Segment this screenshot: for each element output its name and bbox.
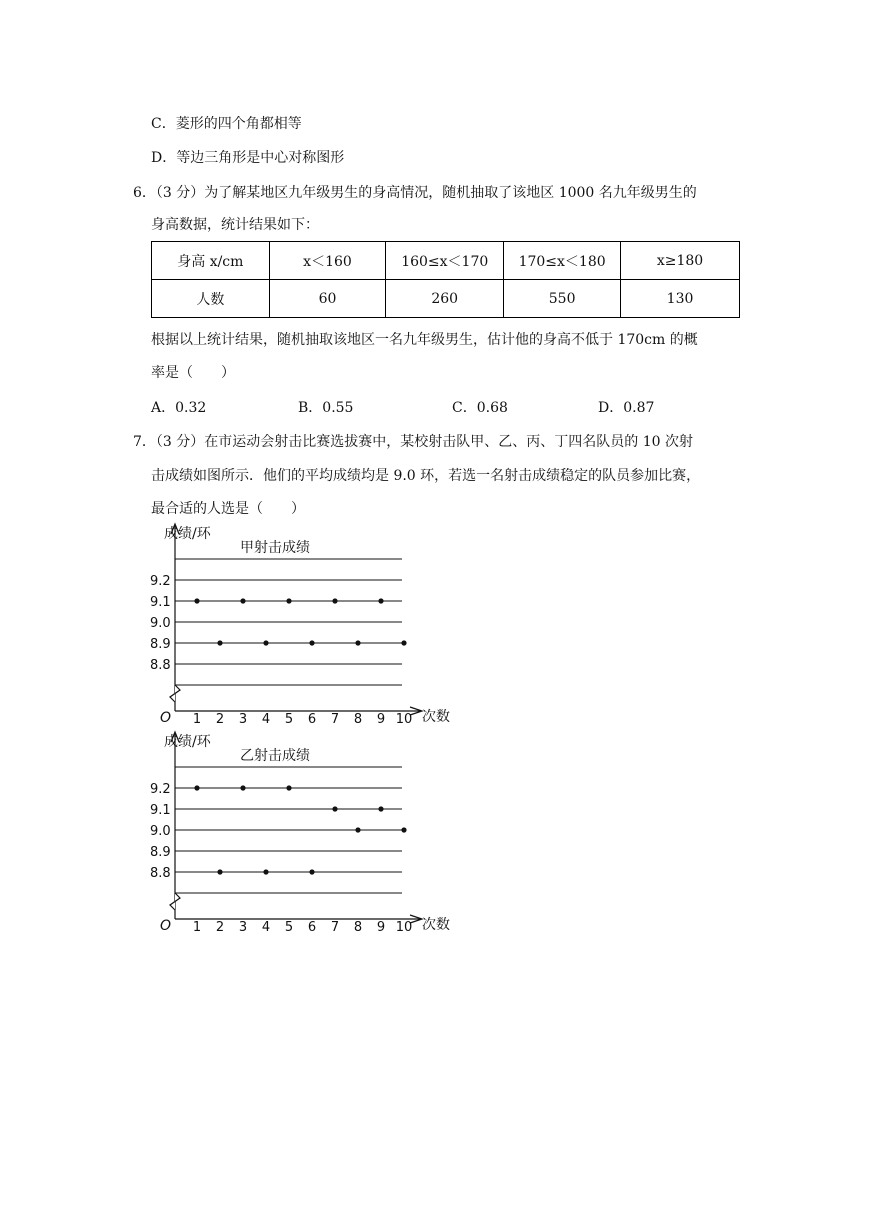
x-tick-label: 3 xyxy=(238,920,248,935)
q5-option-c: C．菱形的四个角都相等 xyxy=(151,116,302,132)
q6-option-c: C．0.68 xyxy=(452,400,508,416)
x-axis-label: 次数 xyxy=(422,709,450,725)
q6-question-line2: 率是（ ） xyxy=(151,365,235,381)
x-tick-label: 10 xyxy=(395,920,413,935)
chart-title: 甲射击成绩 xyxy=(240,540,310,556)
axis-break-mark xyxy=(170,685,180,702)
chart-jia-scores xyxy=(150,520,460,730)
table-cell: 550 xyxy=(504,280,621,318)
table-header-cell: 身高 x/cm xyxy=(152,242,270,280)
q7-stem-line3: 最合适的人选是（ ） xyxy=(151,501,305,517)
origin-label: O xyxy=(160,710,172,726)
height-stats-table xyxy=(151,241,740,318)
q6-option-b: B．0.55 xyxy=(298,400,354,416)
table-cell: 130 xyxy=(621,280,740,318)
table-header-cell: 170≤x＜180 xyxy=(504,242,621,280)
x-tick-label: 10 xyxy=(395,712,413,727)
axis-break-mark xyxy=(170,893,180,910)
data-point xyxy=(355,827,360,832)
data-point xyxy=(194,598,199,603)
chart-title: 乙射击成绩 xyxy=(240,748,310,764)
data-point xyxy=(286,785,291,790)
data-point xyxy=(378,598,383,603)
data-point xyxy=(309,640,314,645)
y-tick-label: 9.1 xyxy=(150,803,171,818)
q5-option-d: D．等边三角形是中心对称图形 xyxy=(151,150,345,166)
y-tick-label: 8.9 xyxy=(150,845,171,860)
y-tick-label: 9.1 xyxy=(150,595,171,610)
x-tick-label: 8 xyxy=(353,712,363,727)
x-tick-label: 8 xyxy=(353,920,363,935)
y-tick-label: 9.2 xyxy=(150,782,171,797)
data-point xyxy=(240,785,245,790)
table-header-cell: x≥180 xyxy=(621,242,740,280)
table-header-cell: x＜160 xyxy=(269,242,386,280)
table-row xyxy=(152,280,740,318)
x-tick-label: 9 xyxy=(376,920,386,935)
q6-question-line1: 根据以上统计结果，随机抽取该地区一名九年级男生，估计他的身高不低于 170cm 的概 xyxy=(151,332,698,348)
table-cell: 260 xyxy=(386,280,504,318)
data-point xyxy=(378,806,383,811)
x-tick-label: 3 xyxy=(238,712,248,727)
x-tick-label: 7 xyxy=(330,712,340,727)
data-point xyxy=(217,869,222,874)
table-row-label: 人数 xyxy=(152,280,270,318)
y-tick-label: 9.0 xyxy=(150,824,171,839)
x-axis-label: 次数 xyxy=(422,917,450,933)
q6-option-d: D．0.87 xyxy=(598,400,655,416)
table-header-cell: 160≤x＜170 xyxy=(386,242,504,280)
data-point xyxy=(332,806,337,811)
data-point xyxy=(194,785,199,790)
y-tick-label: 8.8 xyxy=(150,658,171,673)
x-tick-label: 4 xyxy=(261,920,271,935)
q6-stem-line1: 6．（3 分）为了解某地区九年级男生的身高情况，随机抽取了该地区 1000 名九年级男生的 xyxy=(133,185,697,201)
data-point xyxy=(263,869,268,874)
x-tick-label: 1 xyxy=(192,920,202,935)
data-point xyxy=(355,640,360,645)
data-point xyxy=(217,640,222,645)
x-tick-label: 5 xyxy=(284,712,294,727)
y-tick-label: 9.2 xyxy=(150,574,171,589)
x-tick-label: 5 xyxy=(284,920,294,935)
y-tick-label: 8.9 xyxy=(150,637,171,652)
q6-option-a: A．0.32 xyxy=(151,400,207,416)
data-point xyxy=(309,869,314,874)
table-cell: 60 xyxy=(269,280,386,318)
x-tick-label: 4 xyxy=(261,712,271,727)
x-tick-label: 2 xyxy=(215,712,225,727)
origin-label: O xyxy=(160,918,172,934)
y-axis-label: 成绩/环 xyxy=(164,734,211,750)
chart-yi-scores xyxy=(150,728,460,938)
x-tick-label: 7 xyxy=(330,920,340,935)
data-point xyxy=(401,640,406,645)
y-tick-label: 8.8 xyxy=(150,866,171,881)
q7-stem-line1: 7．（3 分）在市运动会射击比赛选拔赛中，某校射击队甲、乙、丙、丁四名队员的 10 次射 xyxy=(133,434,693,450)
data-point xyxy=(401,827,406,832)
x-tick-label: 6 xyxy=(307,712,317,727)
x-tick-label: 1 xyxy=(192,712,202,727)
y-tick-label: 9.0 xyxy=(150,616,171,631)
data-point xyxy=(240,598,245,603)
x-tick-label: 2 xyxy=(215,920,225,935)
table-header-row xyxy=(152,242,740,280)
x-tick-label: 6 xyxy=(307,920,317,935)
data-point xyxy=(263,640,268,645)
data-point xyxy=(286,598,291,603)
y-axis-label: 成绩/环 xyxy=(164,526,211,542)
data-point xyxy=(332,598,337,603)
q6-stem-line2: 身高数据，统计结果如下： xyxy=(151,217,319,233)
q7-stem-line2: 击成绩如图所示．他们的平均成绩均是 9.0 环，若选一名射击成绩稳定的队员参加比赛， xyxy=(151,468,701,484)
x-tick-label: 9 xyxy=(376,712,386,727)
